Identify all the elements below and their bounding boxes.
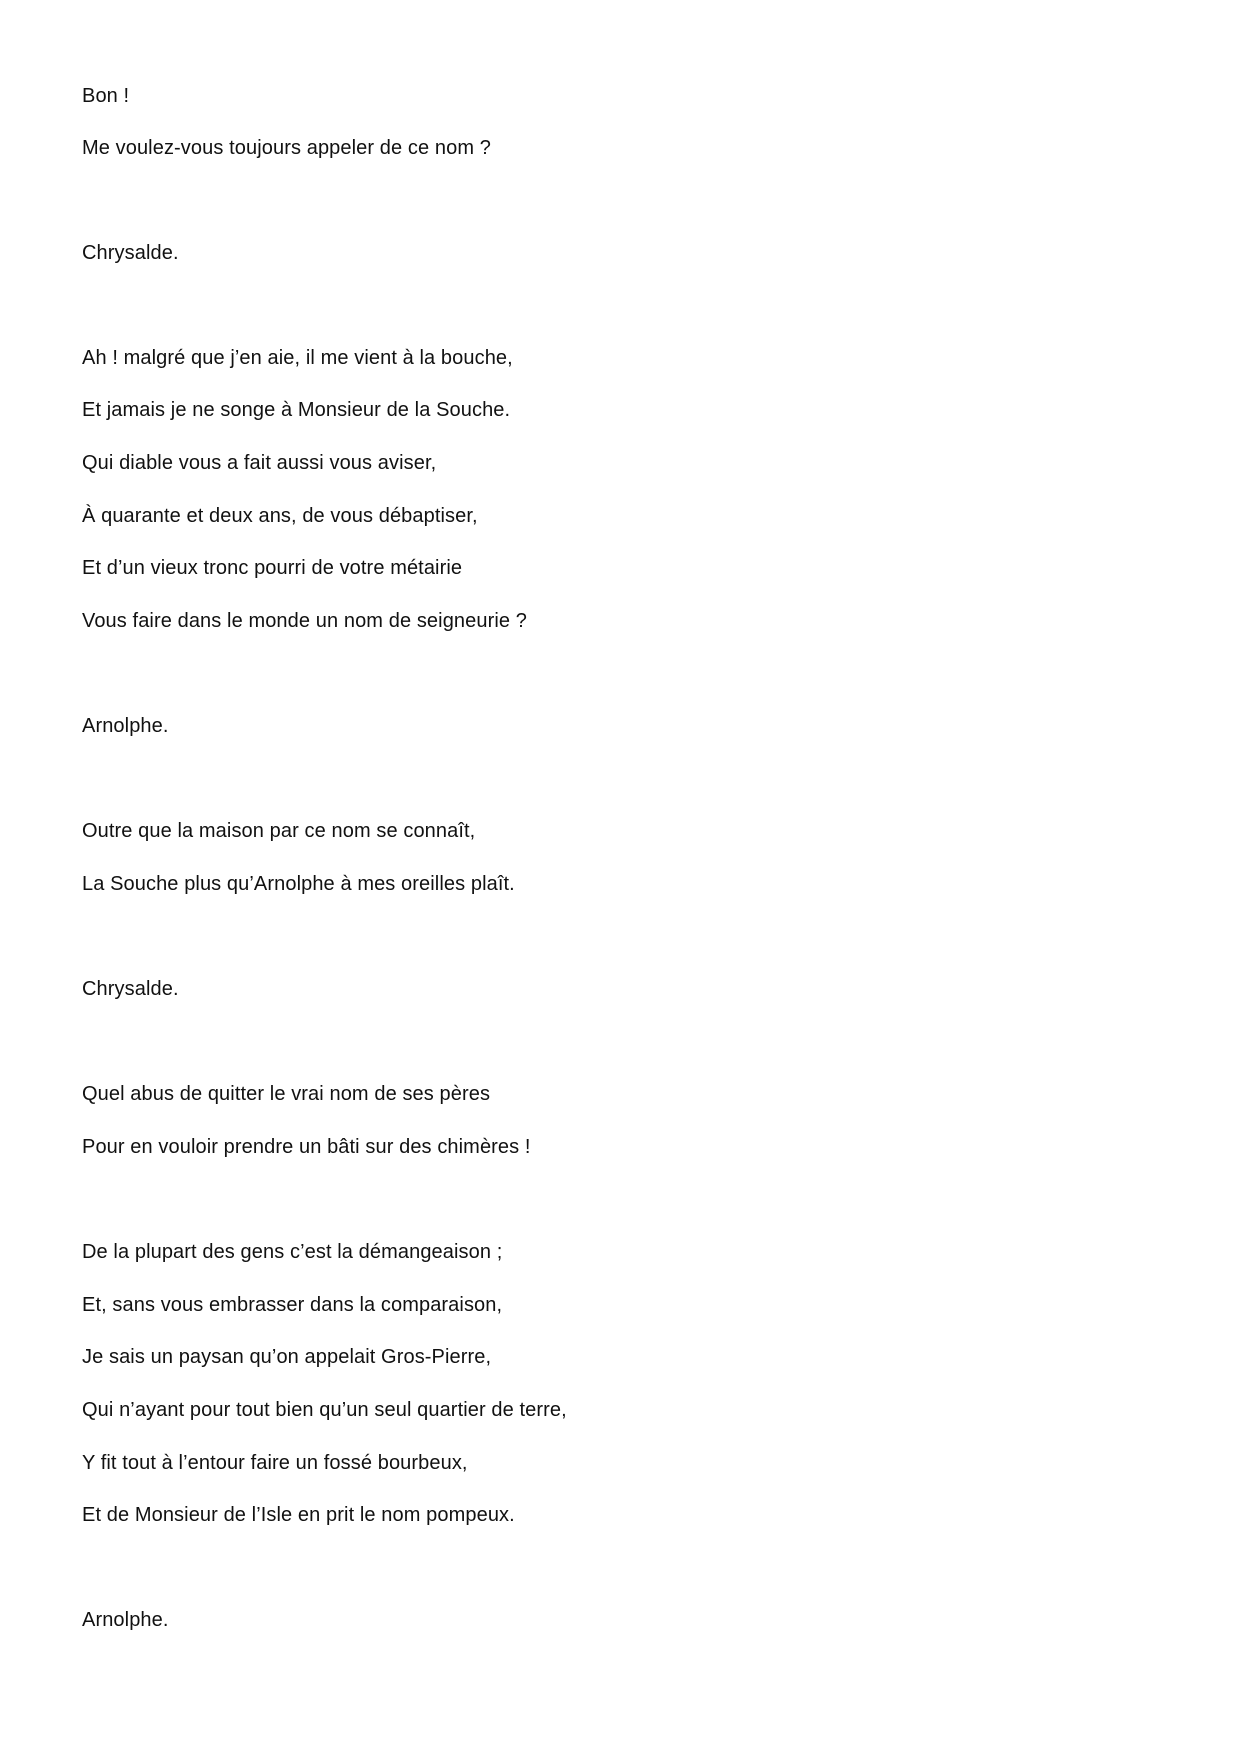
speaker-name: Chrysalde. xyxy=(82,242,179,264)
verse-line: Et de Monsieur de l’Isle en prit le nom pompeux. xyxy=(82,1504,515,1526)
verse-line: Je sais un paysan qu’on appelait Gros-Pierre, xyxy=(82,1346,492,1368)
verse-line: Et d’un vieux tronc pourri de votre métairie xyxy=(82,557,463,579)
verse-line: Vous faire dans le monde un nom de seigneurie ? xyxy=(82,610,527,632)
speaker-name: Chrysalde. xyxy=(82,978,179,1000)
verse-line: Me voulez-vous toujours appeler de ce nom ? xyxy=(82,137,491,159)
verse-line: Qui n’ayant pour tout bien qu’un seul quartier de terre, xyxy=(82,1399,567,1421)
verse-line: Et jamais je ne songe à Monsieur de la Souche. xyxy=(82,399,511,421)
verse-line: À quarante et deux ans, de vous débaptiser, xyxy=(82,505,478,527)
speaker-name: Arnolphe. xyxy=(82,715,169,737)
verse-line: Et, sans vous embrasser dans la comparaison, xyxy=(82,1294,503,1316)
speaker-name: Arnolphe. xyxy=(82,1609,169,1631)
verse-line: De la plupart des gens c’est la démangeaison ; xyxy=(82,1241,503,1263)
verse-line: La Souche plus qu’Arnolphe à mes oreilles plaît. xyxy=(82,873,515,895)
verse-line: Outre que la maison par ce nom se connaît, xyxy=(82,820,476,842)
verse-line: Ah ! malgré que j’en aie, il me vient à la bouche, xyxy=(82,347,513,369)
verse-line: Qui diable vous a fait aussi vous aviser, xyxy=(82,452,437,474)
verse-line: Quel abus de quitter le vrai nom de ses pères xyxy=(82,1083,491,1105)
verse-line: Pour en vouloir prendre un bâti sur des chimères ! xyxy=(82,1136,531,1158)
dialogue-line: Bon ! xyxy=(82,85,130,107)
verse-line: Y fit tout à l’entour faire un fossé bourbeux, xyxy=(82,1452,468,1474)
